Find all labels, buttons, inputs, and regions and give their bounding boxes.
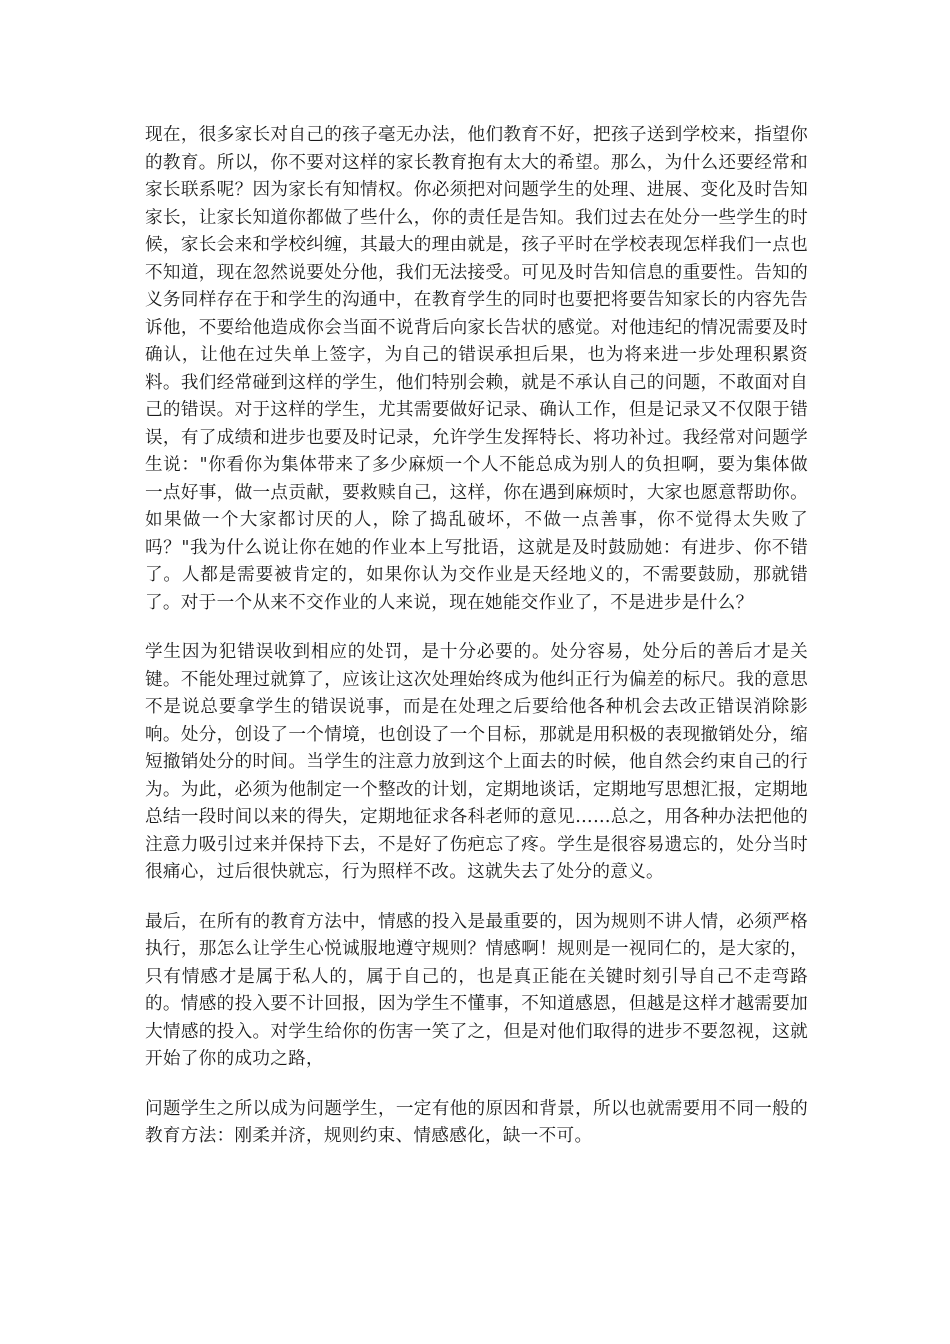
paragraph-4: 问题学生之所以成为问题学生，一定有他的原因和背景，所以也就需要用不同一般的教育方法：刚柔并济，规则约束、情感感化，缺一不可。 [145,1098,808,1146]
document-body [145,122,808,1173]
paragraph-2: 学生因为犯错误收到相应的处罚，是十分必要的。处分容易，处分后的善后才是关键。不能处理过就算了，应该让这次处理始终成为他纠正行为偏差的标尺。我的意思不是说总要拿学生的错误说事，而是在处理之后要给他各种机会去改正错误消除影响。处分，创设了一个情境，也创设了一个目标，那就是用积极的表现撤销处分，缩短撤销处分的时间。当学生的注意力放到这个上面去的时候，他自然会约束自己的行为。为此，必须为他制定一个整改的计划，定期地谈话，定期地写思想汇报，定期地总结一段时间以来的得失，定期地征求各科老师的意见……总之，用各种办法把他的注意力吸引过来并保持下去，不是好了伤疤忘了疼。学生是很容易遗忘的，处分当时很痛心，过后很快就忘，行为照样不改。这就失去了处分的意义。 [145,642,808,882]
paragraph-3: 最后，在所有的教育方法中，情感的投入是最重要的，因为规则不讲人情，必须严格执行，那怎么让学生心悦诚服地遵守规则？情感啊！规则是一视同仁的，是大家的，只有情感才是属于私人的，属于自己的，也是真正能在关键时刻引导自己不走弯路的。情感的投入要不计回报，因为学生不懂事，不知道感恩，但越是这样才越需要加大情感的投入。对学生给你的伤害一笑了之，但是对他们取得的进步不要忽视，这就开始了你的成功之路， [145,911,808,1069]
paragraph-1: 现在，很多家长对自己的孩子毫无办法，他们教育不好，把孩子送到学校来，指望你的教育。所以，你不要对这样的家长教育抱有太大的希望。那么，为什么还要经常和家长联系呢？因为家长有知情权。你必须把对问题学生的处理、进展、变化及时告知家长，让家长知道你都做了些什么，你的责任是告知。我们过去在处分一些学生的时候，家长会来和学校纠缠，其最大的理由就是，孩子平时在学校表现怎样我们一点也不知道，现在忽然说要处分他，我们无法接受。可见及时告知信息的重要性。告知的义务同样存在于和学生的沟通中，在教育学生的同时也要把将要告知家长的内容先告诉他，不要给他造成你会当面不说背后向家长告状的感觉。对他违纪的情况需要及时确认，让他在过失单上签字，为自己的错误承担后果，也为将来进一步处理积累资料。我们经常碰到这样的学生，他们特别会赖，就是不承认自己的问题，不敢面对自己的错误。对于这样的学生，尤其需要做好记录、确认工作，但是记录又不仅限于错误，有了成绩和进步也要及时记录，允许学生发挥特长、将功补过。我经常对问题学生说："你看你为集体带来了多少麻烦一个人不能总成为别人的负担啊，要为集体做一点好事，做一点贡献，要救赎自己，这样，你在遇到麻烦时，大家也愿意帮助你。如果做一个大家都讨厌的人，除了捣乱破坏，不做一点善事，你不觉得太失败了吗？"我为什么说让你在她的作业本上写批语，这就是及时鼓励她：有进步、你不错了。人都是需要被肯定的，如果你认为交作业是天经地义的，不需要鼓励，那就错了。对于一个从来不交作业的人来说，现在她能交作业了，不是进步是什么？ [145,125,808,613]
